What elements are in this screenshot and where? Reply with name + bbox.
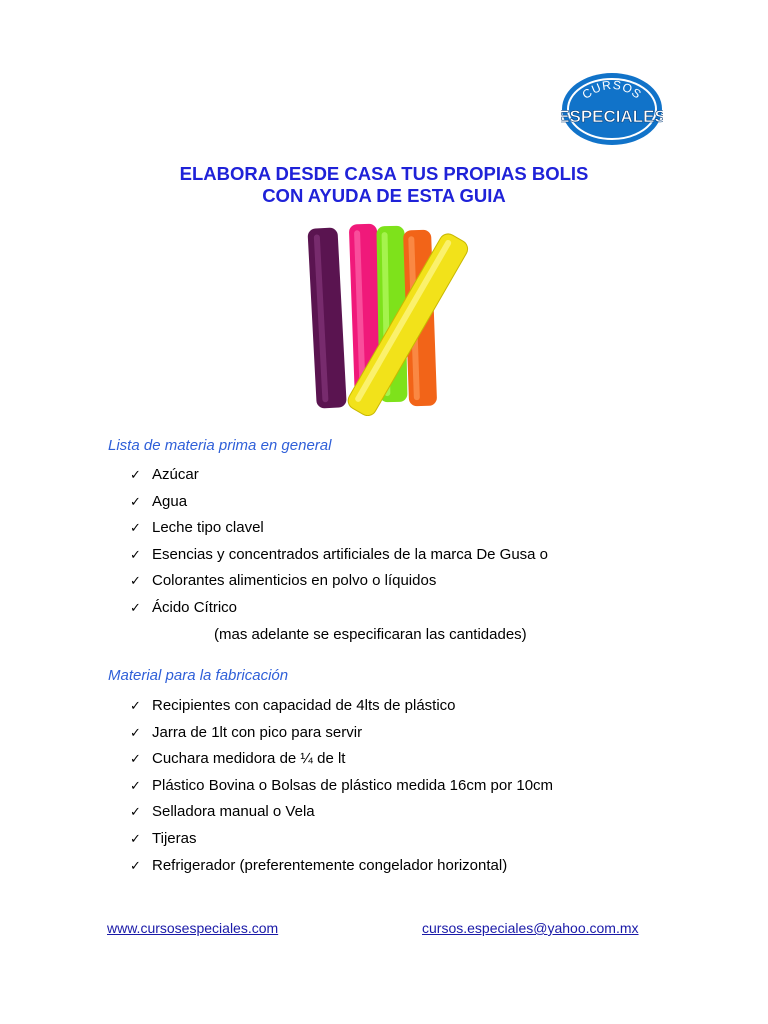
quantities-note: (mas adelante se especificaran las cantidades) — [214, 626, 527, 643]
list-item: ✓ Azúcar — [130, 462, 548, 489]
materia-prima-list — [130, 462, 548, 622]
list-item: ✓ Jarra de 1lt con pico para servir — [130, 720, 553, 747]
section-heading-material: Material para la fabricación — [108, 667, 289, 684]
material-list — [130, 693, 553, 879]
list-item: ✓ Recipientes con capacidad de 4lts de plástico — [130, 693, 553, 720]
list-item: ✓ Refrigerador (preferentemente congelador horizontal) — [130, 853, 553, 880]
svg-text:CURSOS: CURSOS — [579, 77, 645, 102]
email-link[interactable]: cursos.especiales@yahoo.com.mx — [422, 920, 639, 936]
page-title-line-2: CON AYUDA DE ESTA GUIA — [262, 185, 506, 206]
list-item: ✓ Tijeras — [130, 826, 553, 853]
check-icon: ✓ — [130, 599, 141, 615]
page-title-line-1: ELABORA DESDE CASA TUS PROPIAS BOLIS — [179, 163, 589, 184]
check-icon: ✓ — [130, 751, 141, 767]
check-icon: ✓ — [130, 467, 141, 482]
list-item: ✓ Esencias y concentrados artificiales de la marca De Gusa o — [130, 542, 548, 569]
list-item: ✓ Agua — [130, 489, 548, 516]
bolis-illustration — [298, 216, 480, 416]
check-icon: ✓ — [130, 520, 141, 536]
check-icon: ✓ — [130, 777, 141, 793]
list-item: ✓ Ácido Cítrico — [130, 595, 548, 622]
check-icon: ✓ — [130, 573, 141, 589]
list-item: ✓ Leche tipo clavel — [130, 515, 548, 542]
check-icon: ✓ — [130, 804, 141, 820]
list-item: ✓ Colorantes alimenticios en polvo o líquidos — [130, 568, 548, 595]
check-icon: ✓ — [130, 698, 141, 713]
website-link[interactable]: www.cursosespeciales.com — [107, 920, 279, 936]
list-item: ✓ Selladora manual o Vela — [130, 799, 553, 826]
cursos-especiales-logo — [561, 72, 663, 146]
list-item: ✓ Cuchara medidora de ¼ de lt — [130, 746, 553, 773]
check-icon: ✓ — [130, 493, 141, 509]
check-icon: ✓ — [130, 857, 141, 873]
list-item: ✓ Plástico Bovina o Bolsas de plástico medida 16cm por 10cm — [130, 773, 553, 800]
check-icon: ✓ — [130, 724, 141, 740]
check-icon: ✓ — [130, 546, 141, 562]
svg-text:ESPECIALES: ESPECIALES — [561, 107, 663, 126]
section-heading-materia-prima: Lista de materia prima en general — [108, 437, 332, 454]
check-icon: ✓ — [130, 830, 141, 846]
